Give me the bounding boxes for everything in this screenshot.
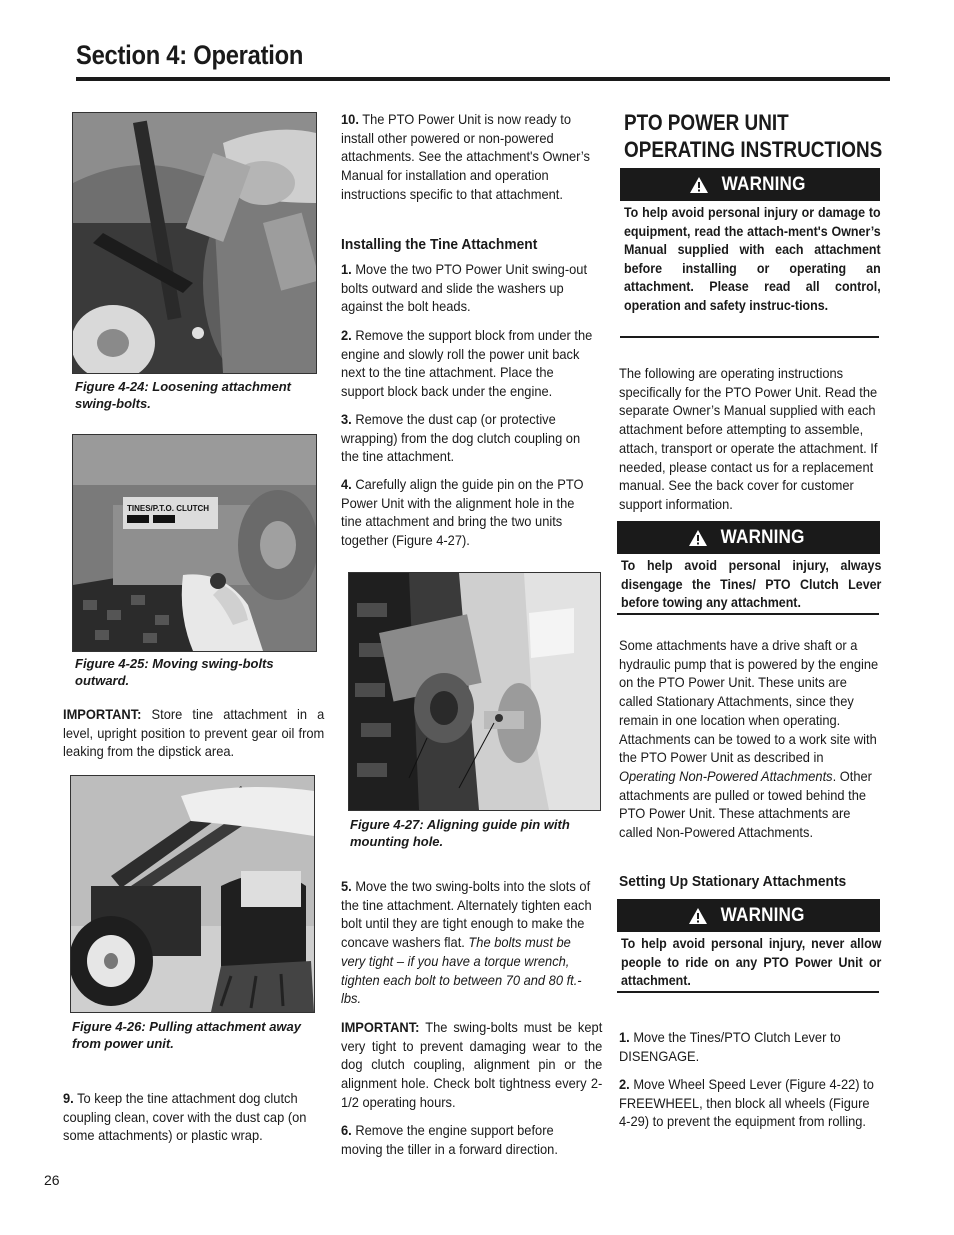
important-text: Store tine attachment in a level, upright position to prevent gear oil from leaking from the dipstick area. bbox=[63, 706, 325, 760]
figure-4-26-photo bbox=[70, 775, 315, 1013]
figure-4-27-photo bbox=[348, 572, 601, 811]
step-10 bbox=[341, 110, 594, 204]
install-step-4-number: 4. bbox=[341, 476, 352, 492]
install-step-4-text: Carefully align the guide pin on the PTO Power Unit with the alignment hole in the tine attachment and bring the two units together (Figure 4-27). bbox=[341, 476, 584, 549]
warning-text-2: To help avoid personal injury, always disengage the Tines/ PTO Clutch Lever before towing any attachment. bbox=[621, 558, 882, 611]
pto-intro: The following are operating instructions specifically for the PTO Power Unit. Read the separate Owner’s Manual supplied with each attachment before attempting to assemble, attach, transport or operate the attachment. If needed, please contact us for a replacement manual. See the back cover for customer support information. bbox=[619, 365, 878, 512]
stationary-text-1: Some attachments have a drive shaft or a hydraulic pump that is powered by the engine on the PTO Power Unit. These units are called Stationary Attachments, since they remain in one location when operating. Attachments can be towed to a work site with the PTO Power Unit as described in bbox=[619, 637, 879, 766]
page-title: Section 4: Operation bbox=[76, 40, 304, 70]
warning-label-3: WARNING bbox=[720, 904, 805, 926]
pto-heading-line1: PTO POWER UNIT bbox=[624, 110, 789, 135]
figure-4-27-caption: Figure 4-27: Aligning guide pin with mounting hole. bbox=[350, 817, 570, 849]
warning-triangle-icon bbox=[688, 907, 708, 925]
step-9-text: To keep the tine attachment dog clutch coupling clean, cover with the dust cap (on some attachments) or plastic wrap. bbox=[63, 1090, 307, 1144]
installing-tine-heading: Installing the Tine Attachment bbox=[341, 236, 538, 253]
install-step-1-text: Move the two PTO Power Unit swing-out bolts outward and slide the washers up against the bolt heads. bbox=[341, 261, 588, 315]
warning-label-1: WARNING bbox=[722, 173, 806, 195]
warning-triangle-icon bbox=[689, 176, 709, 194]
install-step-2-number: 2. bbox=[341, 327, 352, 343]
warning-rule-2 bbox=[617, 613, 879, 615]
install-step-1-number: 1. bbox=[341, 261, 352, 277]
figure-4-25-photo bbox=[72, 434, 317, 652]
install-step-5-italic: The bolts must be very tight – if you have a torque wrench, tighten each bolt to between 70 and 80 ft.-lbs. bbox=[341, 934, 582, 1007]
install-step-4 bbox=[341, 475, 594, 550]
stationary-step-1 bbox=[619, 1028, 878, 1065]
important2-label: IMPORTANT: bbox=[341, 1019, 420, 1035]
title-rule bbox=[76, 77, 890, 81]
step-10-number: 10. bbox=[341, 111, 359, 127]
install-step-2-text: Remove the support block from under the engine and slowly roll the power unit back next to the tine attachment. Place the support block back under the engine. bbox=[341, 327, 593, 400]
pto-heading-line2: OPERATING INSTRUCTIONS bbox=[624, 137, 883, 162]
warning-label-2: WARNING bbox=[720, 526, 805, 548]
warning-banner-2 bbox=[617, 521, 880, 554]
warning-banner-3 bbox=[617, 899, 880, 932]
install-step-2 bbox=[341, 326, 594, 401]
stationary-step-2-text: Move Wheel Speed Lever (Figure 4-22) to FREEWHEEL, then block all wheels (Figure 4-29) to prevent the equipment from rolling. bbox=[619, 1076, 874, 1130]
page-number: 26 bbox=[44, 1172, 60, 1188]
clutch-plate-label: TINES/P.T.O. CLUTCH bbox=[127, 504, 210, 513]
install-step-5-text: Move the two swing-bolts into the slots of the tine attachment. Alternately tighten each bolt until they are tight enough to make the concave washers flat. bbox=[341, 878, 592, 951]
warning-text-3: To help avoid personal injury, never allow people to ride on any PTO Power Unit or attachment. bbox=[621, 936, 882, 989]
warning-rule-1 bbox=[620, 336, 879, 338]
important-store-note bbox=[63, 705, 324, 761]
stationary-step-2-number: 2. bbox=[619, 1076, 630, 1092]
warning-text-1: To help avoid personal injury or damage to equipment, read the attach-ment's Owner’s Manual supplied with each attachment before installing or operating an attachment. Please read all control, operation and safety instruc-tions. bbox=[624, 205, 881, 313]
step-9-number: 9. bbox=[63, 1090, 74, 1106]
install-step-3 bbox=[341, 410, 594, 466]
stationary-text-2: . Other attachments are pulled or towed behind the PTO Power Unit. These attachments are called Non-Powered Attachments. bbox=[619, 767, 872, 841]
install-step-5-number: 5. bbox=[341, 878, 352, 894]
figure-4-26-caption: Figure 4-26: Pulling attachment away from power unit. bbox=[72, 1019, 301, 1051]
figure-4-24-photo bbox=[72, 112, 317, 374]
install-step-3-text: Remove the dust cap (or protective wrapping) from the dog clutch coupling on the tine attachment. bbox=[341, 411, 581, 465]
warning-banner-1 bbox=[620, 168, 880, 201]
important-swing-bolts-note bbox=[341, 1018, 602, 1112]
step-10-text: The PTO Power Unit is now ready to install other powered or non-powered attachments. See the attachment's Owner’s Manual for installation and operation instructions specific to that attachment. bbox=[341, 111, 590, 202]
step-9 bbox=[63, 1089, 322, 1145]
stationary-step-1-text: Move the Tines/PTO Clutch Lever to DISENGAGE. bbox=[619, 1029, 841, 1064]
important-label: IMPORTANT: bbox=[63, 706, 142, 722]
install-step-6 bbox=[341, 1121, 594, 1158]
warning-rule-3 bbox=[617, 991, 879, 993]
setting-up-stationary-heading: Setting Up Stationary Attachments bbox=[619, 873, 847, 890]
figure-4-24-caption: Figure 4-24: Loosening attachment swing-bolts. bbox=[75, 379, 291, 411]
stationary-attachments-intro bbox=[619, 636, 878, 842]
install-step-6-number: 6. bbox=[341, 1122, 352, 1138]
figure-4-25-caption: Figure 4-25: Moving swing-bolts outward. bbox=[75, 656, 274, 688]
warning-triangle-icon bbox=[688, 529, 708, 547]
stationary-step-2 bbox=[619, 1075, 878, 1131]
install-step-6-text: Remove the engine support before moving the tiller in a forward direction. bbox=[341, 1122, 558, 1157]
stationary-italic: Operating Non-Powered Attachments bbox=[619, 767, 833, 784]
install-step-5 bbox=[341, 877, 594, 1008]
pto-heading bbox=[624, 109, 882, 163]
stationary-step-1-number: 1. bbox=[619, 1029, 630, 1045]
install-step-3-number: 3. bbox=[341, 411, 352, 427]
important2-text: The swing-bolts must be kept very tight to prevent damaging wear to the dog clutch coupling, alignment pin or the alignment hole. Check bolt tightness every 2-1/2 operating hours. bbox=[341, 1019, 603, 1110]
install-step-1 bbox=[341, 260, 594, 316]
